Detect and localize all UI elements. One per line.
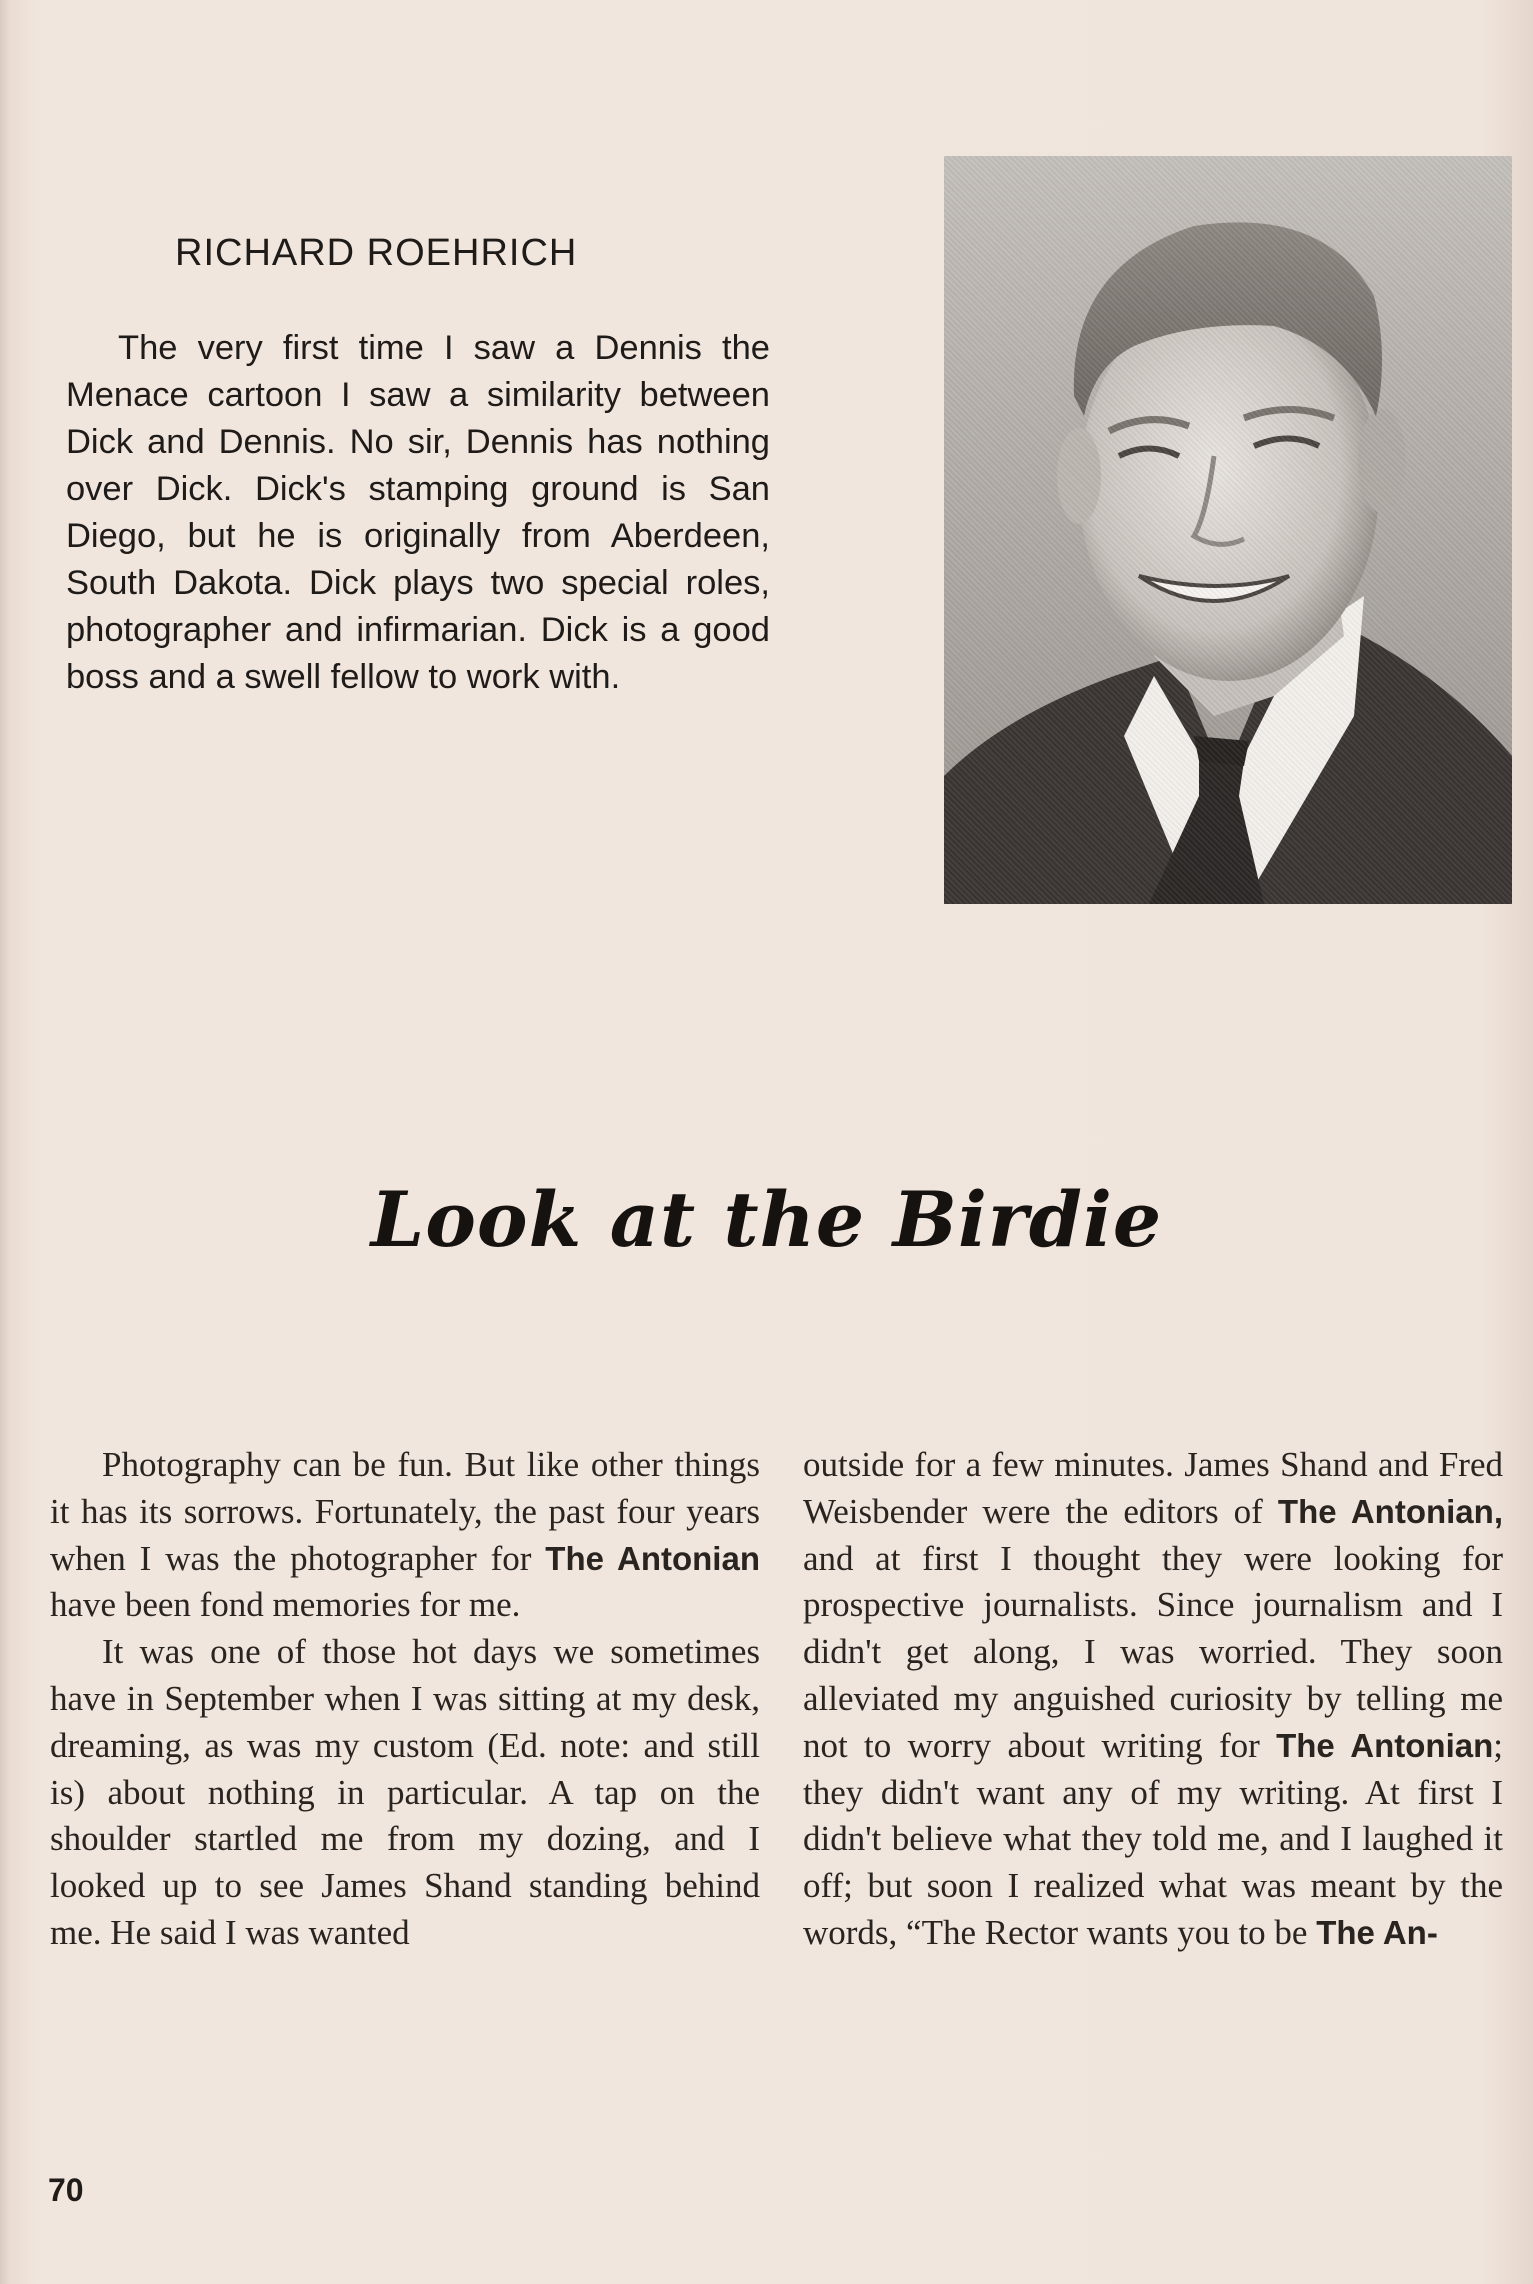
paragraph-1-text-b: have been fond memories for me. (50, 1585, 521, 1625)
page-number: 70 (48, 2172, 84, 2208)
publication-name: The An- (1316, 1913, 1438, 1951)
paragraph-3-text-c: ; they didn't want any of my writing. At first I didn't believe what they told me, and I laughed it off; but soon I realized what was meant by the words, “The Rector wants you to be (803, 1725, 1503, 1952)
publication-name: The Antonian (545, 1539, 760, 1577)
paragraph-3-text-b: and at first I thought they were looking for prospective journalists. Since journalism and I didn't get along, I was worried. They soon alleviated my anguished curiosity by telling me not to worry about writing for (803, 1538, 1503, 1765)
paragraph-3 (803, 1442, 1503, 1957)
portrait-photo (944, 156, 1512, 904)
paragraph-3-text-a: outside for a few minutes. James Shand and Fred Weisbender were the editors of (803, 1445, 1503, 1531)
article-title: Look at the Birdie (370, 1175, 1163, 1264)
article-column-right (803, 1442, 1503, 1957)
profile-bio: The very first time I saw a Dennis the Menace cartoon I saw a similarity between Dick and Dennis. No sir, Dennis has nothing over Dick. Dick's stamping ground is San Diego, but he is originally from Aberdeen, South Dakota. Dick plays two special roles, photographer and infirmarian. Dick is a good boss and a swell fellow to work with. (66, 329, 770, 696)
photo-halftone (944, 156, 1512, 904)
paragraph-1-text-a: Photography can be fun. But like other things it has its sorrows. Fortunately, the past four years when I was the photographer for (50, 1445, 760, 1578)
profile-name: RICHARD ROEHRICH (175, 232, 578, 274)
article-column-left (50, 1442, 760, 1957)
paragraph-2: It was one of those hot days we sometimes have in September when I was sitting at my desk, dreaming, as was my custom (Ed. note: and still is) about nothing in particular. A tap on the shoulder startled me from my dozing, and I looked up to see James Shand standing behind me. He said I was wanted (50, 1632, 760, 1952)
paragraph-1 (50, 1442, 760, 1629)
publication-name: The Antonian, (1277, 1492, 1503, 1530)
publication-name: The Antonian (1276, 1726, 1494, 1764)
